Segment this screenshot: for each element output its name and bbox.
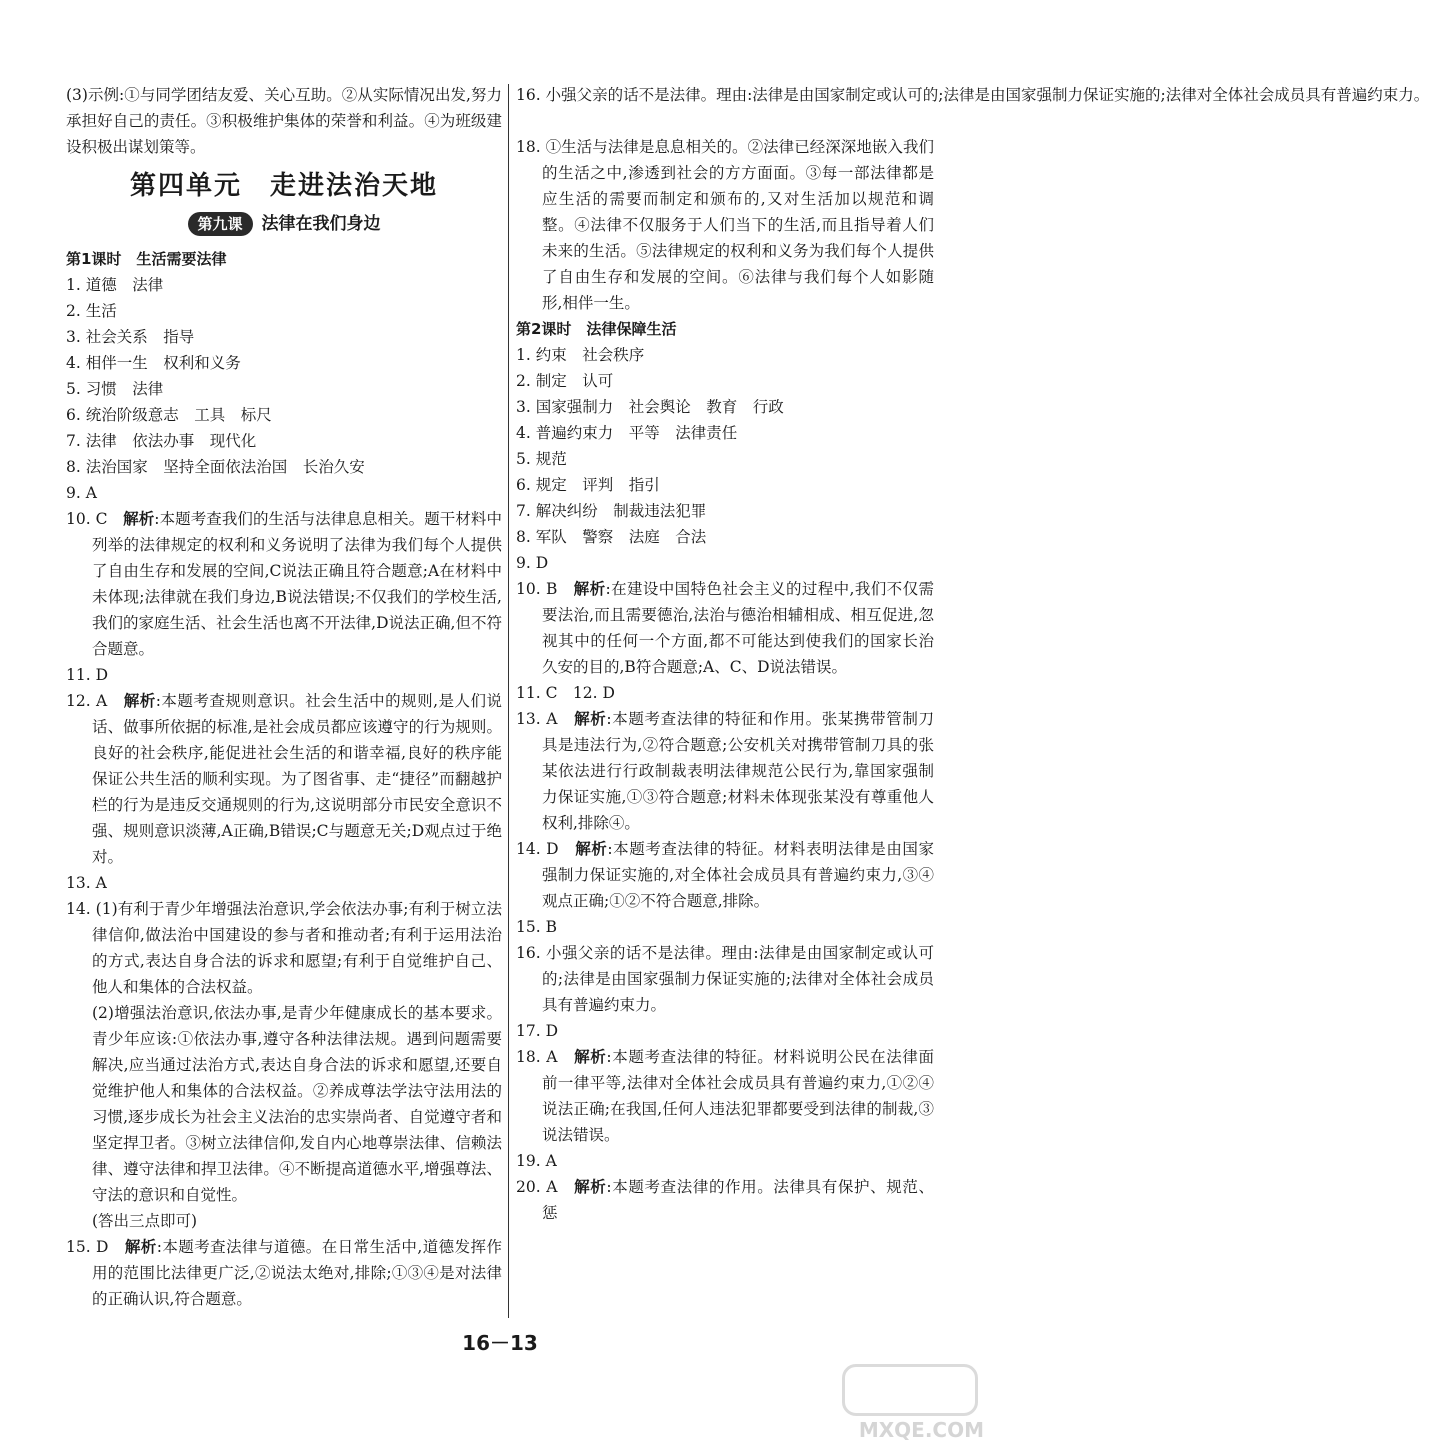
page-number: 16－13 <box>462 1331 538 1355</box>
analysis-label: 解析 <box>574 1177 607 1196</box>
answer-q13b <box>516 706 934 836</box>
right-column <box>516 82 1429 1226</box>
answer-q14-part2: (2)增强法治意识,依法办事,是青少年健康成长的基本要求。青少年应该:①依法办事,遵守各种法律法规。遇到问题需要解决,应当通过法治方式,表达自身合法的诉求和愿望,还要自觉维护他人和集体的合法权益。②养成尊法学法守法用法的习惯,逐步成长为社会主义法治的忠实崇尚者、自觉遵守者和坚定捍卫者。③树立法律信仰,发自内心地尊崇法律、信赖法律、遵守法律和捍卫法律。④不断提高道德水平,增强尊法、守法的意识和自觉性。 <box>92 1004 502 1204</box>
answer-q20 <box>516 1174 934 1226</box>
answer-q17 <box>516 108 934 134</box>
lesson-header <box>66 210 502 238</box>
answer-item: 1. 道德 法律 <box>66 276 164 294</box>
answer-q10 <box>66 506 502 662</box>
analysis-label: 解析 <box>124 1237 157 1256</box>
analysis-text: :本题考查法律的特征。材料表明法律是由国家强制力保证实施的,对全体社会成员具有普遍约束力,③④观点正确;①②不符合题意,排除。 <box>542 840 934 910</box>
answer-item: 4. 普遍约束力 平等 法律责任 <box>516 424 738 442</box>
answer-item: 7. 解决纠纷 制裁违法犯罪 <box>516 502 707 520</box>
analysis-label: 解析 <box>123 509 155 528</box>
answer-q18b <box>516 1044 934 1148</box>
answer-item: 5. 习惯 法律 <box>66 380 164 398</box>
answer-item: 5. 规范 <box>516 450 567 468</box>
analysis-label: 解析 <box>574 1047 607 1066</box>
answer-item: 3. 社会关系 指导 <box>66 328 195 346</box>
answer-number: 12. A <box>66 692 108 710</box>
answer-q16b: 16. 小强父亲的话不是法律。理由:法律是由国家制定或认可的;法律是由国家强制力保证实施的;法律对全体社会成员具有普遍约束力。 <box>516 944 934 1014</box>
answer-q14b <box>516 836 934 914</box>
section-heading-2: 第2课时 法律保障生活 <box>516 320 677 338</box>
analysis-text: :本题考查法律的特征。材料说明公民在法律面前一律平等,法律对全体社会成员具有普遍约束力,①②④说法正确;在我国,任何人违法犯罪都要受到法律的制裁,③说法错误。 <box>542 1048 934 1144</box>
answer-item: 2. 制定 认可 <box>516 372 614 390</box>
answer-q14-part1: 14. (1)有利于青少年增强法治意识,学会依法办事;有利于树立法律信仰,做法治中国建设的参与者和推动者;有利于运用法治的方式,表达自身合法的诉求和愿望;有利于自觉维护自己、他人和集体的合法权益。 <box>66 900 502 996</box>
answer-number: 18. A <box>516 1048 558 1066</box>
answer-item: 6. 规定 评判 指引 <box>516 476 660 494</box>
answer-item: 16. 小强父亲的话不是法律。理由:法律是由国家制定或认可的;法律是由国家强制力保证实施的;法律对全体社会成员具有普遍约束力。 <box>516 86 1429 104</box>
analysis-label: 解析 <box>573 579 606 598</box>
answer-item: 4. 相伴一生 权利和义务 <box>66 354 241 372</box>
answer-number: 10. C <box>66 510 108 528</box>
answer-item: 13. A <box>66 874 107 892</box>
lesson-title: 法律在我们身边 <box>261 214 381 234</box>
analysis-text: :本题考查法律的特征和作用。张某携带管制刀具是违法行为,②符合题意;公安机关对携带管制刀具的张某依法进行行政制裁表明法律规范公民行为,靠国家强制力保证实施,①③符合题意;材料未体现张某没有尊重他人权利,排除④。 <box>542 710 934 832</box>
lesson-badge: 第九课 <box>188 212 253 236</box>
left-column <box>66 82 502 1312</box>
analysis-text: :本题考查法律的作用。法律具有保护、规范、惩 <box>542 1178 934 1222</box>
answer-item: 9. D <box>516 554 549 572</box>
answer-item: 8. 军队 警察 法庭 合法 <box>516 528 707 546</box>
watermark-logo-icon <box>842 1364 978 1416</box>
answer-q10b <box>516 576 934 680</box>
section-heading-1: 第1课时 生活需要法律 <box>66 250 227 268</box>
answer-item: 6. 统治阶级意志 工具 标尺 <box>66 406 272 424</box>
answer-item: 2. 生活 <box>66 302 117 320</box>
answer-number: 14. D <box>516 840 559 858</box>
column-divider <box>508 84 509 1318</box>
answer-item: 8. 法治国家 坚持全面依法治国 长治久安 <box>66 458 365 476</box>
answer-item: 19. A <box>516 1152 557 1170</box>
answer-q18: 18. ①生活与法律是息息相关的。②法律已经深深地嵌入我们的生活之中,渗透到社会的方方面面。③每一部法律都是应生活的需要而制定和颁布的,又对生活加以规范和调整。④法律不仅服务于人们当下的生活,而且指导着人们未来的生活。⑤法律规定的权利和义务为我们每个人提供了自由生存和发展的空间。⑥法律与我们每个人如影随形,相伴一生。 <box>516 138 934 312</box>
analysis-text: :在建设中国特色社会主义的过程中,我们不仅需要法治,而且需要德治,法治与德治相辅相成、相互促进,忽视其中的任何一个方面,都不可能达到使我们的国家长治久安的目的,B符合题意;A、C、D说法错误。 <box>542 580 934 676</box>
analysis-text: :本题考查我们的生活与法律息息相关。题干材料中列举的法律规定的权利和义务说明了法律为我们每个人提供了自由生存和发展的空间,C说法正确且符合题意;A在材料中未体现;法律就在我们身边,B说法错误;不仅我们的学校生活,我们的家庭生活、社会生活也离不开法律,D说法正确,但不符合题意。 <box>92 510 502 658</box>
analysis-label: 解析 <box>574 709 607 728</box>
answer-number: 13. A <box>516 710 558 728</box>
answer-q14-note: (答出三点即可) <box>92 1212 198 1230</box>
answer-item: 15. B <box>516 918 557 936</box>
answer-item: 1. 约束 社会秩序 <box>516 346 645 364</box>
analysis-text: :本题考查规则意识。社会生活中的规则,是人们说话、做事所依据的标准,是社会成员都应该遵守的行为规则。良好的社会秩序,能促进社会生活的和谐幸福,良好的秩序能保证公共生活的顺利实现。为了图省事、走“捷径”而翻越护栏的行为是违反交通规则的行为,这说明部分市民安全意识不强、规则意识淡薄,A正确,B错误;C与题意无关;D观点过于绝对。 <box>92 692 502 866</box>
analysis-label: 解析 <box>123 691 156 710</box>
answer-item: 7. 法律 依法办事 现代化 <box>66 432 257 450</box>
answer-item: 3. 国家强制力 社会舆论 教育 行政 <box>516 398 784 416</box>
answer-item: 17. D <box>516 1022 559 1040</box>
analysis-text: :本题考查法律与道德。在日常生活中,道德发挥作用的范围比法律更广泛,②说法太绝对,排除;①③④是对法律的正确认识,符合题意。 <box>92 1238 502 1308</box>
answer-number: 10. B <box>516 580 558 598</box>
watermark <box>834 1362 984 1442</box>
answer-q12 <box>66 688 502 870</box>
answer-item: 9. A <box>66 484 97 502</box>
unit-title: 第四单元 走进法治天地 <box>129 171 438 201</box>
answer-number: 15. D <box>66 1238 109 1256</box>
intro-answer: (3)示例:①与同学团结友爱、关心互助。②从实际情况出发,努力承担好自己的责任。③积极维护集体的荣誉和利益。④为班级建设积极出谋划策等。 <box>66 86 502 156</box>
answer-q15 <box>66 1234 502 1312</box>
watermark-text: MXQE.COM <box>858 1418 984 1442</box>
answer-number: 20. A <box>516 1178 558 1196</box>
analysis-label: 解析 <box>575 839 608 858</box>
answer-item: 11. D <box>66 666 109 684</box>
answer-item: 11. C 12. D <box>516 684 615 702</box>
